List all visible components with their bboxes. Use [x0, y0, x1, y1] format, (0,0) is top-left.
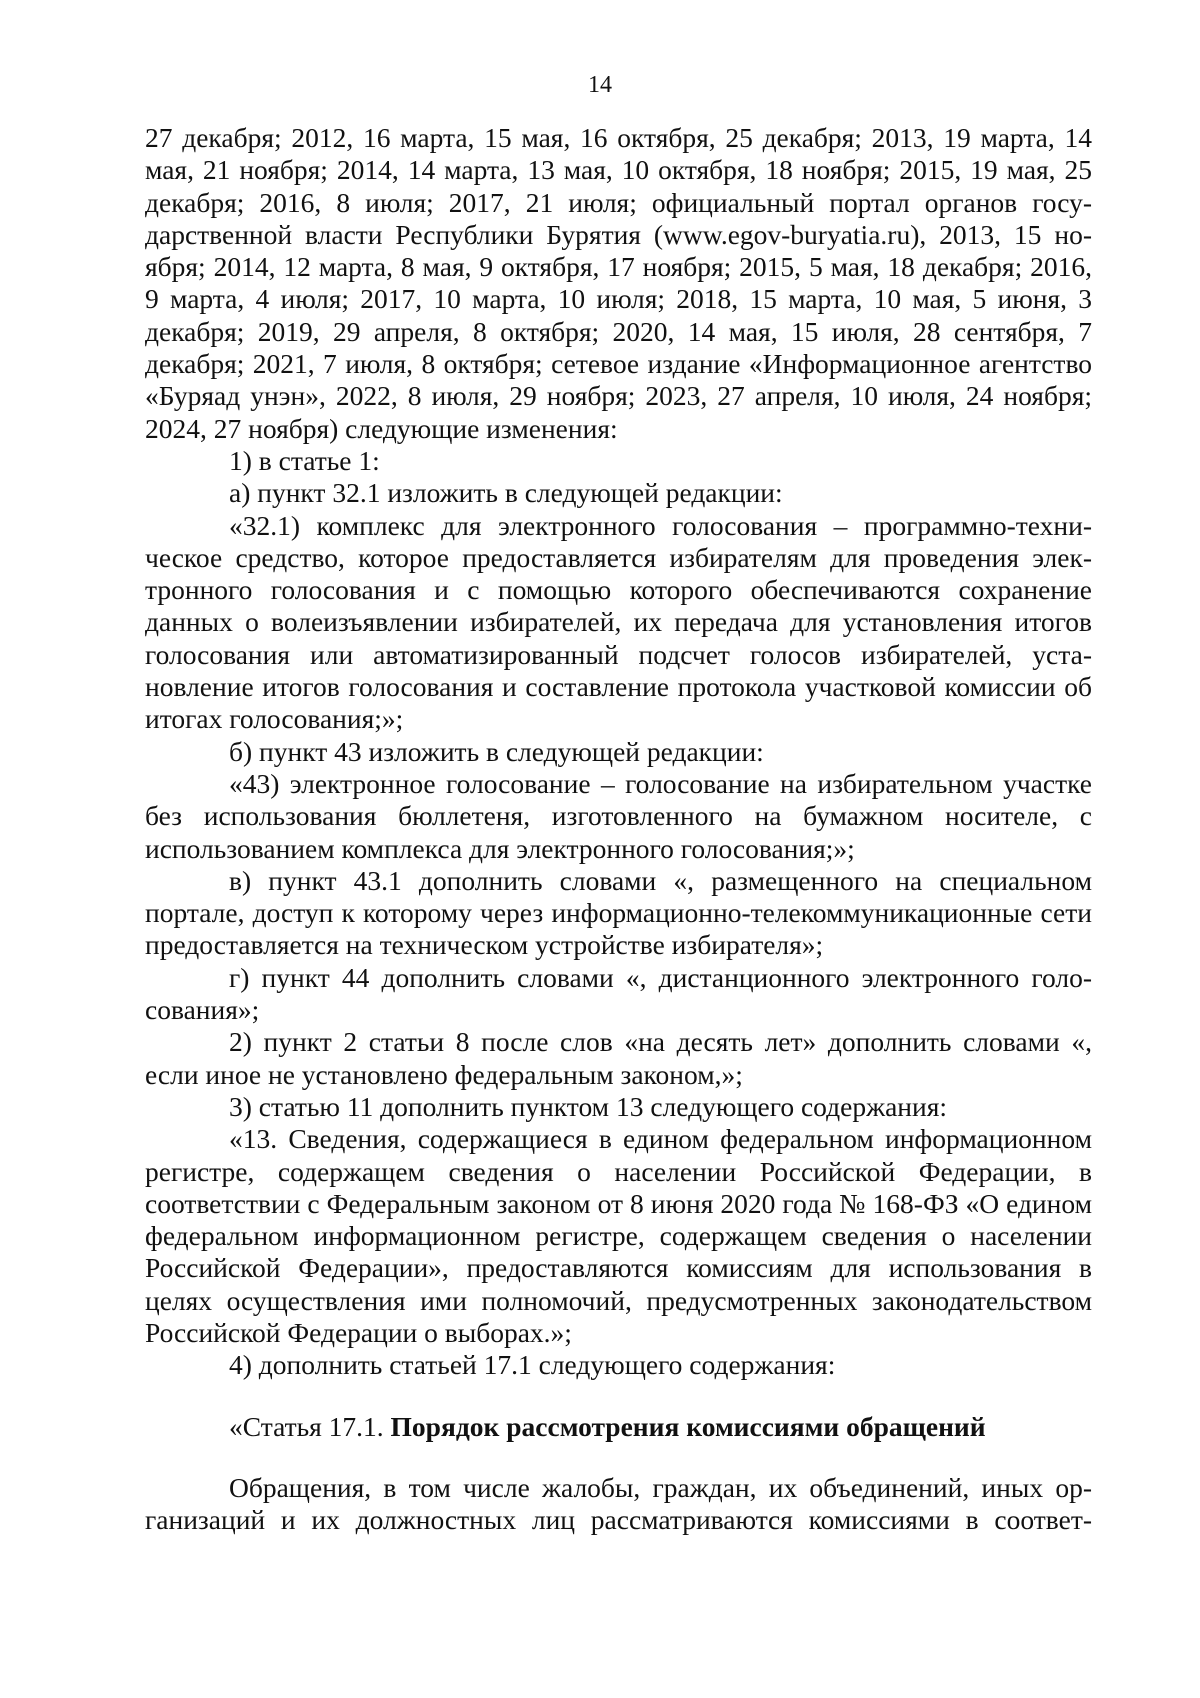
article-text: Обращения, в том числе жалобы, граждан, их объединений, иных организаций и их должностных лиц рассматриваются комиссиями в соответ- [145, 1471, 1092, 1536]
paragraph-item-3-text: «13. Сведения, содержащиеся в едином федеральном информационном регистре, содержащем сведения о населении Российской Федерации, в соответствии с Федеральным законом от 8 июня 2020 года № 168-ФЗ «О едином федеральном информационном регистре, содержащем сведения о населении Российской Федерации», предоставляются комиссиям для использования в целях осуществления ими полномочий, предусмотренных законодательством Российской Федерации о выборах.»; [145, 1123, 1092, 1348]
paragraph-item-3: 3) статью 11 дополнить пунктом 13 следующего содержания: [229, 1090, 948, 1122]
paragraph-item-1b: б) пункт 43 изложить в следующей редакции: [229, 735, 764, 767]
paragraph-intro: 27 декабря; 2012, 16 марта, 15 мая, 16 октября, 25 декабря; 2013, 19 марта, 14 мая, 21 ноября; 2014, 14 марта, 13 мая, 10 октября, 18 ноября; 2015, 19 мая, 25 декабря; 2016, 8 июля; 2017, 21 июля; официальный портал органов государственной власти Республики Бурятия (www.egov-buryatia.ru), 2013, 15 ноября; 2014, 12 марта, 8 мая, 9 октября, 17 ноября; 2015, 5 мая, 18 декабря; 2016, 9 марта, 4 июля; 2017, 10 марта, 10 июля; 2018, 15 марта, 10 мая, 5 июня, 3 декабря; 2019, 29 апреля, 8 октября; 2020, 14 мая, 15 июля, 28 сентября, 7 декабря; 2021, 7 июля, 8 октября; сетевое издание «Информационное агентство «Буряад унэн», 2022, 8 июля, 29 ноября; 2023, 27 апреля, 10 июля, 24 ноября; 2024, 27 ноября) следующие изменения: [145, 122, 1092, 444]
document-body [145, 122, 1092, 1536]
paragraph-item-1a-text: «32.1) комплекс для электронного голосования – программно-техническое средство, которое предоставляется избирателям для проведения электронного голосования и с помощью которого обеспечиваются сохранение данных о волеизъявлении избирателей, их передача для установления итогов голосования или автоматизированный подсчет голосов избирателей, установление итогов голосования и составление протокола участковой комиссии об итогах голосования;»; [145, 509, 1092, 735]
paragraph-item-1b-text: «43) электронное голосование – голосование на избирательном участке без использования бюллетеня, изготовленного на бумажном носителе, с использованием комплекса для электронного голосования;»; [145, 767, 1092, 864]
article-heading-title: Порядок рассмотрения комиссиями обращений [390, 1410, 986, 1442]
paragraph-item-1g: г) пункт 44 дополнить словами «, дистанционного электронного голосования»; [145, 961, 1092, 1026]
paragraph-item-4: 4) дополнить статьей 17.1 следующего содержания: [229, 1349, 836, 1381]
article-heading-prefix: «Статья 17.1. [229, 1410, 391, 1442]
paragraph-item-1a: а) пункт 32.1 изложить в следующей редакции: [229, 477, 783, 509]
article-heading [145, 1411, 1092, 1443]
page-number: 14 [588, 72, 612, 98]
paragraph-item-2: 2) пункт 2 статьи 8 после слов «на десять лет» дополнить словами «, если иное не установлено федеральным законом,»; [145, 1026, 1092, 1090]
paragraph-item-1: 1) в статье 1: [229, 444, 380, 476]
paragraph-item-1v: в) пункт 43.1 дополнить словами «, размещенного на специальном портале, доступ к которому через информационно-телекоммуникационные сети предоставляется на техническом устройстве избирателя»; [145, 864, 1092, 961]
